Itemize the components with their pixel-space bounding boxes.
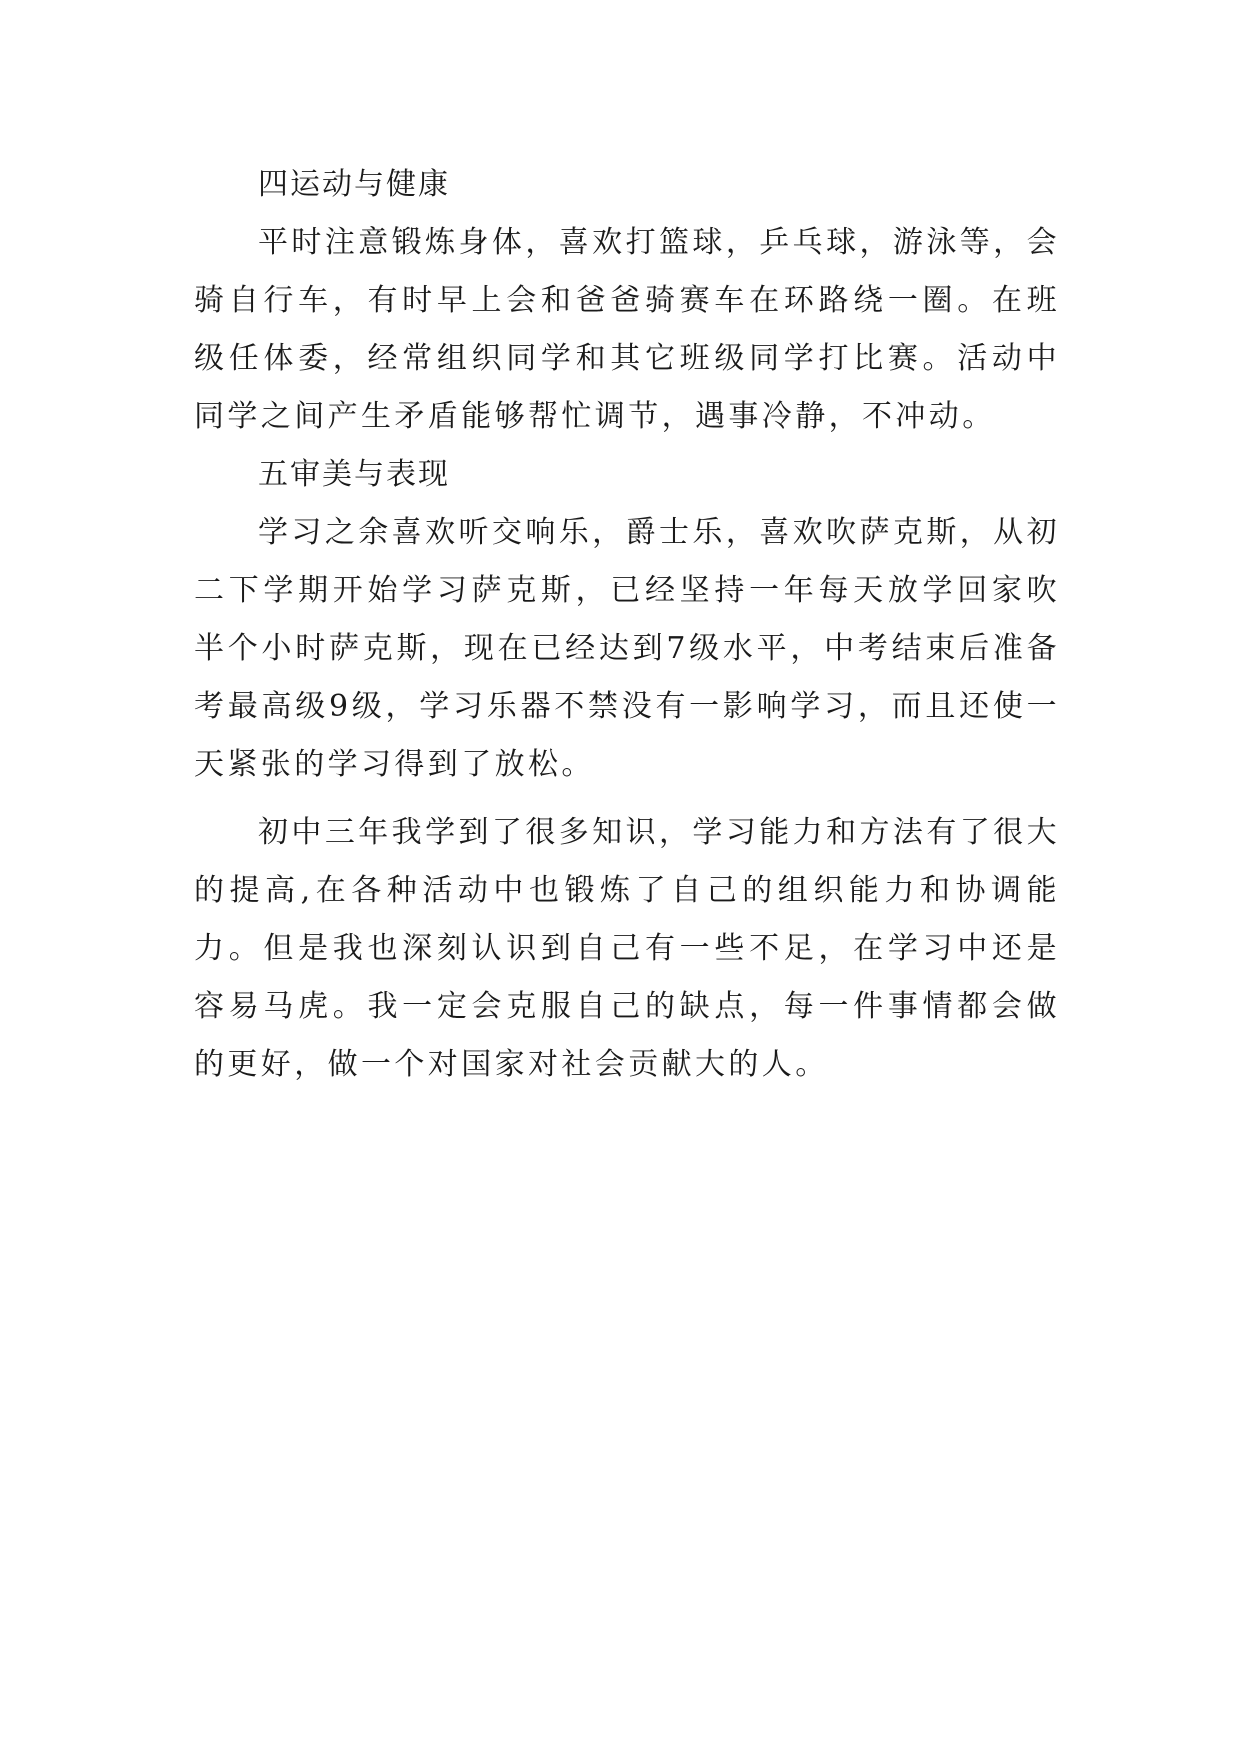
paragraph-sport-health: 平时注意锻炼身体，喜欢打篮球，乒乓球，游泳等，会骑自行车，有时早上会和爸爸骑赛车在环路绕一圈。在班级任体委，经常组织同学和其它班级同学打比赛。活动中同学之间产生矛盾能够帮忙调节，遇事冷静，不冲动。 <box>194 225 1060 434</box>
paragraph-conclusion: 初中三年我学到了很多知识，学习能力和方法有了很大的提高,在各种活动中也锻炼了自己的组织能力和协调能力。但是我也深刻认识到自己有一些不足，在学习中还是容易马虎。我一定会克服自己的缺点，每一件事情都会做的更好，做一个对国家对社会贡献大的人。 <box>194 815 1060 1082</box>
section-heading-aesthetics: 五审美与表现 <box>258 457 450 492</box>
section-heading-sport-health: 四运动与健康 <box>258 167 450 202</box>
paragraph-aesthetics: 学习之余喜欢听交响乐，爵士乐，喜欢吹萨克斯，从初二下学期开始学习萨克斯，已经坚持一年每天放学回家吹半个小时萨克斯，现在已经达到7级水平，中考结束后准备考最高级9级，学习乐器不禁没有一影响学习，而且还使一天紧张的学习得到了放松。 <box>194 515 1060 782</box>
document-body <box>194 156 1060 1094</box>
